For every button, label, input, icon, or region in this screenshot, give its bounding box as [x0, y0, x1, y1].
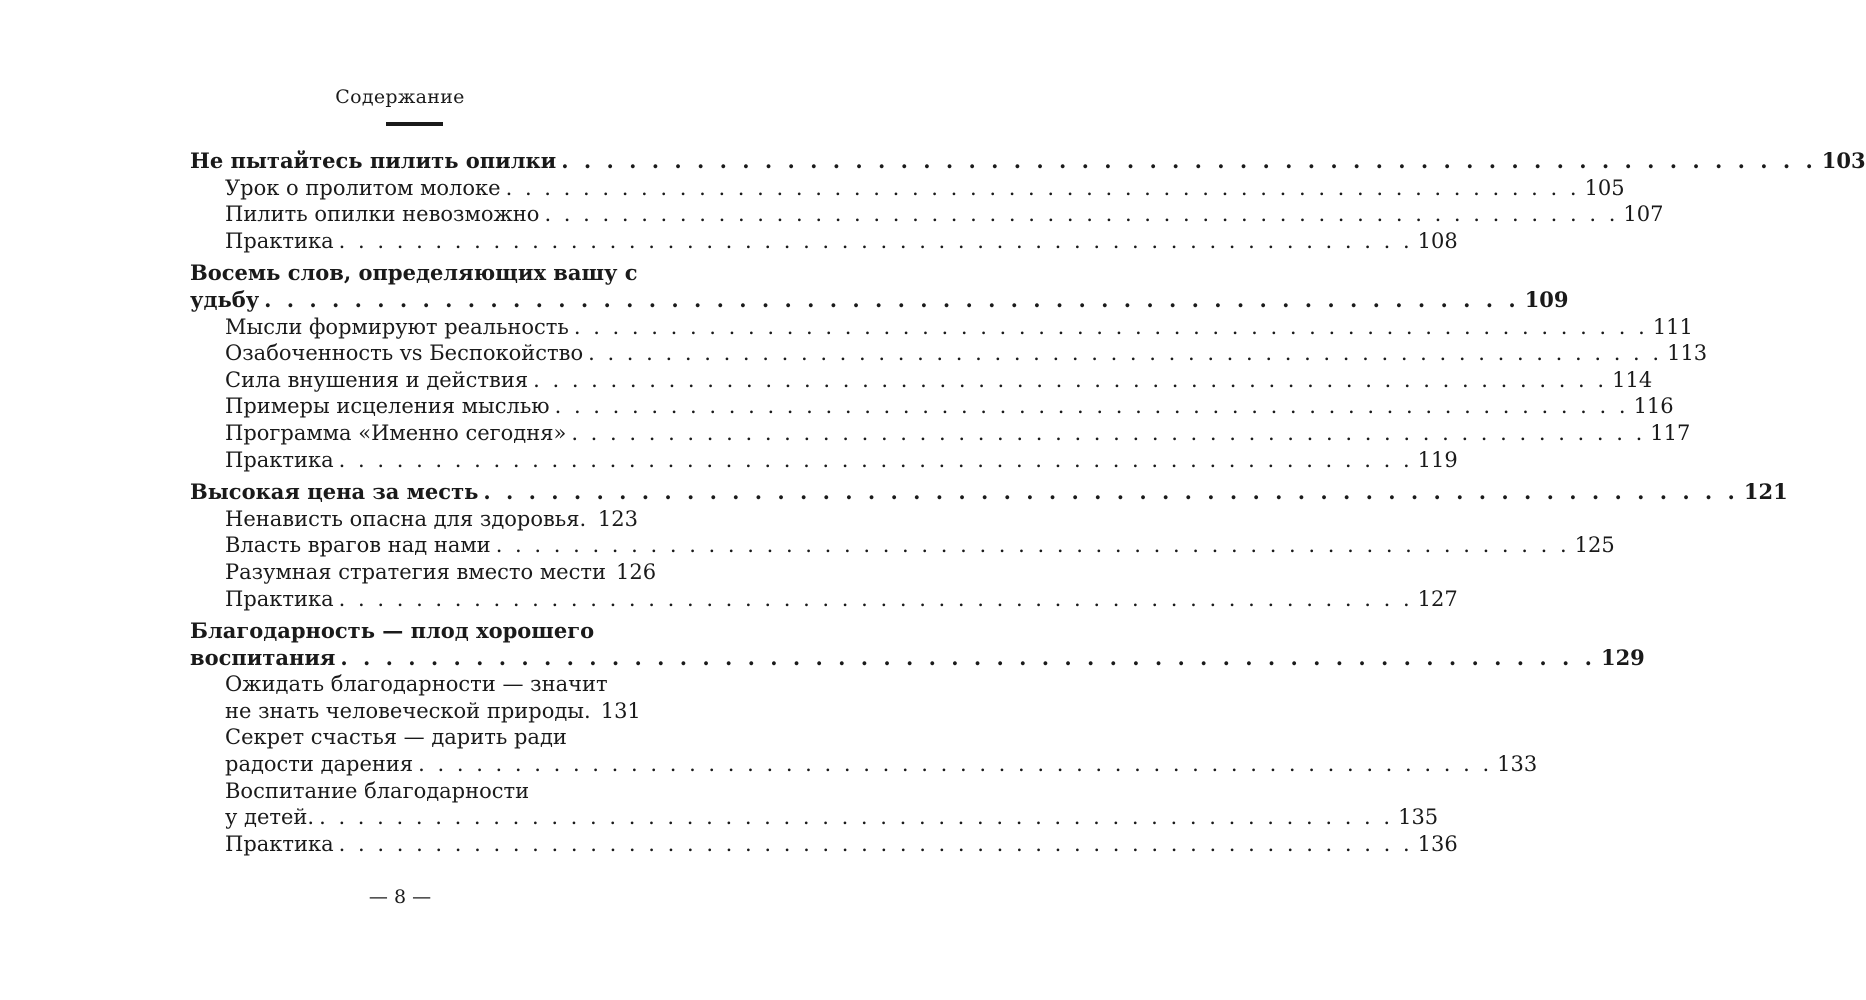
entry-title: Озабоченность vs Беспокойство	[225, 341, 584, 366]
sub-entry	[190, 314, 1693, 341]
sub-entry	[190, 804, 1439, 831]
dot-leader: . . . . . . . . . . . . . . . . . . . . . . . . . . . . . . . . . . . . . . . . . . . . . . . . . . . . . . . .	[561, 148, 1817, 173]
dot-leader: . . . . . . . . . . . . . . . . . . . . . . . . . . . . . . . . . . . . . . . . . . . . . . . . . . . . . . . .	[505, 175, 1580, 200]
dot-leader: . . . . . . . . . . . . . . . . . . . . . . . . . . . . . . . . . . . . . . . . . . . . . . . . . . . . . . . .	[319, 805, 1394, 830]
entry-title: Программа «Именно сегодня»	[225, 420, 567, 445]
entry-title: радости дарения	[225, 752, 414, 777]
page-number: — 8 —	[368, 886, 432, 908]
toc-section	[190, 479, 1788, 612]
dot-leader: . . . . . . . . . . . . . . . . . . . . . . . . . . . . . . . . . . . . . . . . . . . . . . . . . . . . . . . .	[338, 228, 1413, 253]
page-ref: 136	[1417, 831, 1458, 856]
page-ref: 103	[1821, 148, 1866, 173]
entry-title: Мысли формируют реальность	[225, 314, 569, 339]
page-ref: 123	[597, 506, 638, 531]
dot-leader: . . . . . . . . . . . . . . . . . . . . . . . . . . . . . . . . . . . . . . . . . . . . . . . . . . . . . . . .	[495, 533, 1570, 558]
page-ref: 126	[615, 559, 657, 584]
table-of-contents	[190, 148, 1866, 857]
dot-leader: . . . . . . . . . . . . . . . . . . . . . . . . . . . . . . . . . . . . . . . . . . . . . . . . . . . . . . . .	[554, 394, 1629, 419]
page-ref: 135	[1398, 805, 1439, 830]
entry-title: Практика	[225, 447, 334, 472]
dot-leader: . . . . . . . . . . . . . . . . . . . . . . . . . . . . . . . . . . . . . . . . . . . . . . . . . . . . . . . .	[544, 202, 1619, 227]
sub-entry	[190, 367, 1653, 394]
entry-title: не знать человеческой природы.	[225, 698, 591, 723]
page-ref: 119	[1417, 447, 1458, 472]
entry-title: Практика	[225, 228, 334, 253]
dot-leader: . . . . . . . . . . . . . . . . . . . . . . . . . . . . . . . . . . . . . . . . . . . . . . . . . . . . . . . .	[264, 286, 1520, 312]
sub-entry	[190, 447, 1458, 474]
sub-entry	[190, 586, 1458, 613]
page-ref: 116	[1633, 394, 1674, 419]
sub-entry	[190, 340, 1708, 367]
page-ref: 117	[1650, 420, 1691, 445]
entry-title: Пилить опилки невозможно	[225, 202, 540, 227]
dot-leader: . . . . . . . . . . . . . . . . . . . . . . . . . . . . . . . . . . . . . . . . . . . . . . . . . . . . . . . .	[483, 479, 1739, 505]
page-ref: 105	[1584, 175, 1625, 200]
dot-leader: . . . . . . . . . . . . . . . . . . . . . . . . . . . . . . . . . . . . . . . . . . . . . . . . . . . . . . . .	[338, 447, 1413, 472]
page-ref: 129	[1600, 644, 1645, 670]
dot-leader: . . . . . . . . . . . . . . . . . . . . . . . . . . . . . . . . . . . . . . . . . . . . . . . . . . . . . . . .	[588, 341, 1663, 366]
entry-title: Практика	[225, 831, 334, 856]
chapter-title: Не пытайтесь пилить опилки	[190, 148, 557, 173]
page-ref: 111	[1652, 314, 1693, 339]
chapter-entry	[190, 286, 1569, 314]
page-ref: 107	[1623, 202, 1664, 227]
dot-leader: . . . . . . . . . . . . . . . . . . . . . . . . . . . . . . . . . . . . . . . . . . . . . . . . . . . . . . . .	[573, 314, 1648, 339]
chapter-title: Высокая цена за месть	[190, 479, 479, 505]
page-ref: 125	[1574, 533, 1615, 558]
chapter-title: удьбу	[190, 286, 260, 312]
page-ref: 109	[1524, 286, 1569, 312]
sub-entry	[190, 831, 1458, 858]
page-ref: 113	[1667, 341, 1708, 366]
sub-entry	[190, 420, 1691, 447]
sub-entry	[190, 559, 657, 586]
dot-leader: . . . . . . . . . . . . . . . . . . . . . . . . . . . . . . . . . . . . . . . . . . . . . . . . . . . . . . . .	[338, 586, 1413, 611]
page-ref: 131	[600, 698, 641, 723]
entry-title: Разумная стратегия вместо мести	[225, 559, 606, 584]
entry-title: Практика	[225, 586, 334, 611]
entry-title: Ненависть опасна для здоровья.	[225, 506, 587, 531]
sub-entry	[190, 228, 1458, 255]
sub-entry	[190, 751, 1538, 778]
chapter-entry	[190, 644, 1645, 672]
sub-entry	[190, 201, 1664, 228]
chapter-title: воспитания	[190, 644, 336, 670]
dot-leader: . . . . . . . . . . . . . . . . . . . . . . . . . . . . . . . . . . . . . . . . . . . . . . . . . . . . . . . .	[418, 752, 1493, 777]
sub-entry	[190, 175, 1625, 202]
page-ref: 108	[1417, 228, 1458, 253]
entry-title: Власть врагов над нами	[225, 533, 491, 558]
chapter-entry	[190, 479, 1788, 506]
dot-leader	[591, 506, 593, 533]
entry-title-line: Секрет счастья — дарить ради	[225, 725, 567, 750]
entry-title-line: Воспитание благодарности	[225, 778, 530, 803]
dot-leader: . . . . . . . . . . . . . . . . . . . . . . . . . . . . . . . . . . . . . . . . . . . . . . . . . . . . . . . .	[340, 644, 1596, 670]
sub-entry	[190, 698, 641, 725]
title-underline-rule	[386, 122, 443, 126]
dot-leader: . . . . . . . . . . . . . . . . . . . . . . . . . . . . . . . . . . . . . . . . . . . . . . . . . . . . . . . .	[533, 367, 1608, 392]
dot-leader: . . . . . . . . . . . . . . . . . . . . . . . . . . . . . . . . . . . . . . . . . . . . . . . . . . . . . . . .	[338, 831, 1413, 856]
entry-title: Примеры исцеления мыслью	[225, 394, 550, 419]
entry-title: Сила внушения и действия	[225, 367, 529, 392]
sub-entry	[190, 532, 1615, 559]
toc-section	[190, 260, 1708, 473]
page-ref: 121	[1743, 479, 1788, 505]
page-ref: 114	[1612, 367, 1653, 392]
chapter-entry	[190, 148, 1866, 175]
chapter-title-line: Восемь слов, определяющих вашу с	[190, 260, 638, 286]
chapter-title-line: Благодарность — плод хорошего	[190, 618, 595, 644]
entry-title: у детей.	[225, 805, 315, 830]
sub-entry	[190, 393, 1674, 420]
toc-section	[190, 148, 1866, 254]
page-ref: 127	[1417, 586, 1458, 611]
page-title: Содержание	[335, 86, 465, 108]
page-ref: 133	[1497, 752, 1538, 777]
dot-leader: . . . . . . . . . . . . . . . . . . . . . . . . . . . . . . . . . . . . . . . . . . . . . . . . . . . . . . . .	[571, 420, 1646, 445]
sub-entry	[190, 506, 638, 533]
toc-section	[190, 618, 1645, 857]
entry-title: Урок о пролитом молоке	[225, 175, 501, 200]
entry-title-line: Ожидать благодарности — значит	[225, 672, 608, 697]
